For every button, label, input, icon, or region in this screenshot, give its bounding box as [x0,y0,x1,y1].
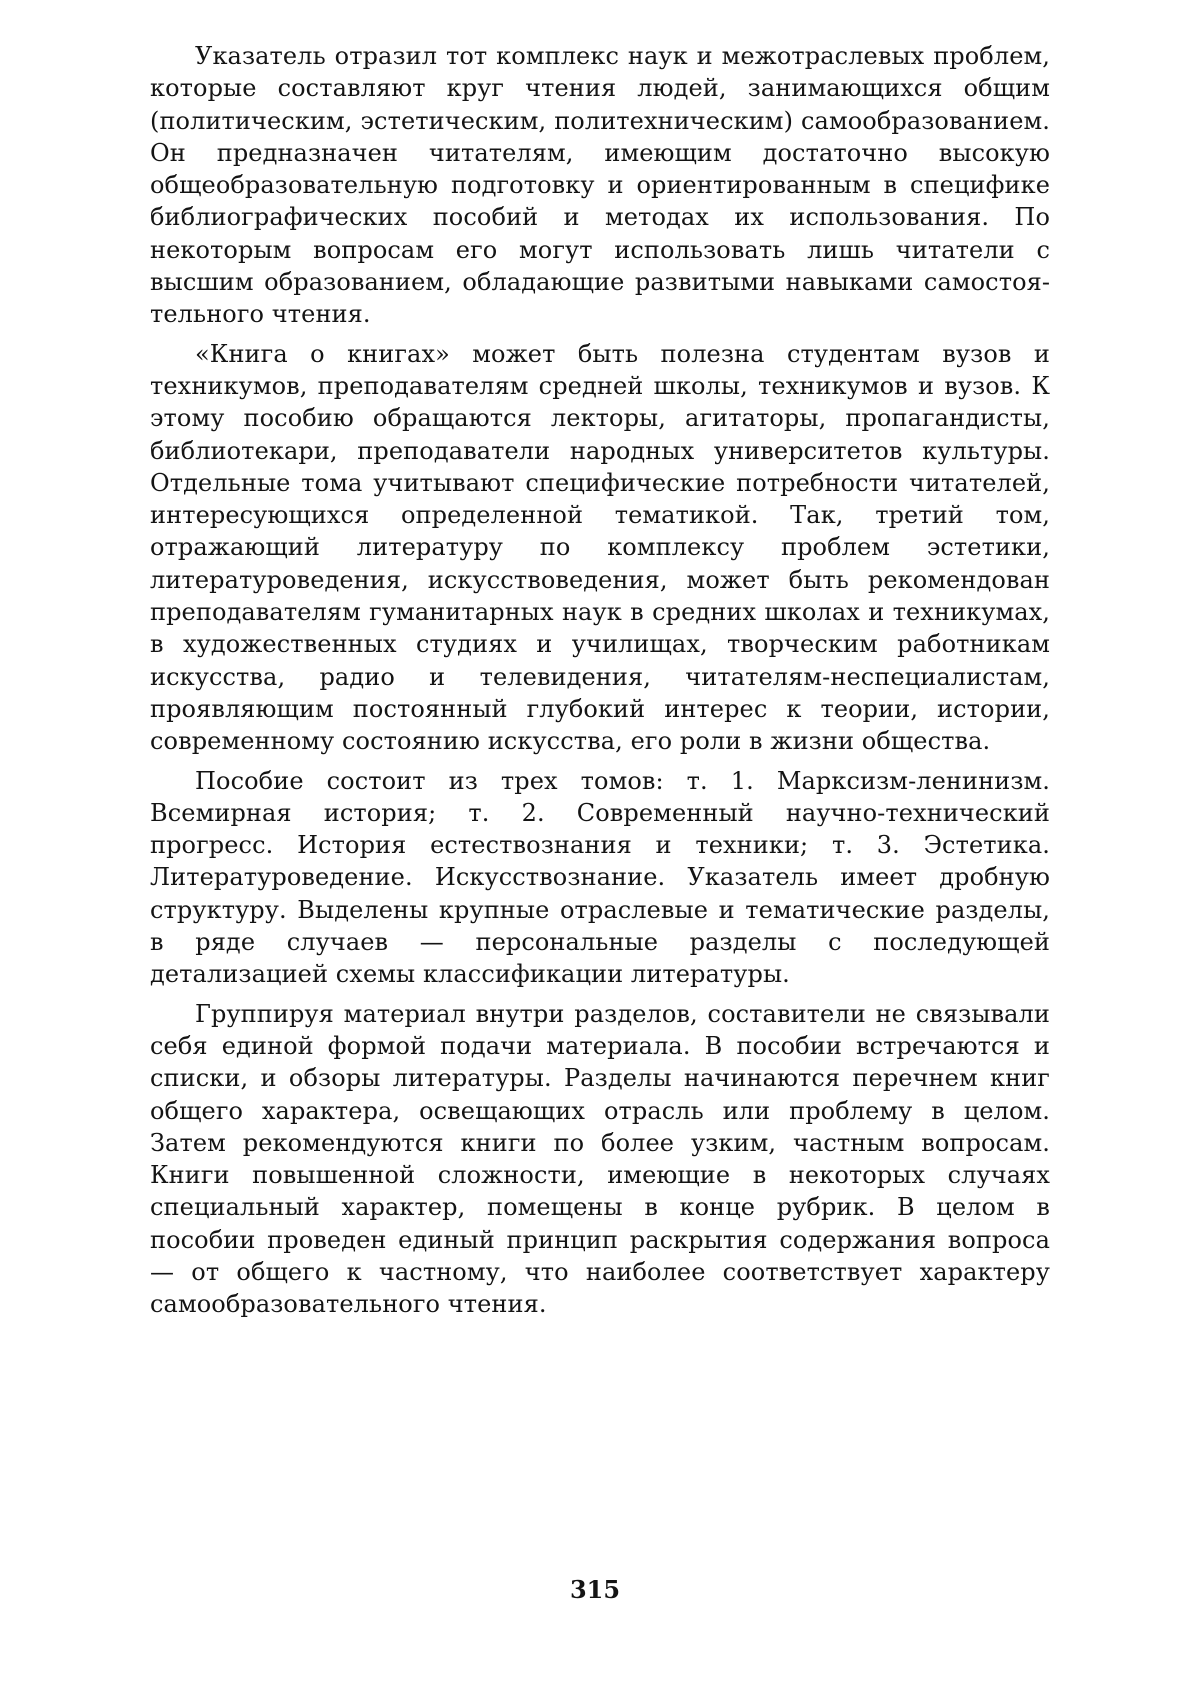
body-text [150,40,1050,1328]
page-number: 315 [569,1575,621,1604]
paragraph-1: Указатель отразил тот комплекс наук и межотраслевых проблем, которые составляют круг чтения людей, занимающихся общим (политическим, эстетическим, политехническим) самообразованием. Он предназначен читателям, имеющим достаточно высокую общеобразовательную подготовку и ориентированным в специфике библиографических пособий и методах их использования. По некоторым вопросам его могут использовать лишь читатели с высшим образованием, обладающие развитыми навыками самостоятельного чтения. [150,42,1050,329]
paragraph-2: «Книга о книгах» может быть полезна студентам вузов и техникумов, преподавателям средней школы, техникумов и вузов. К этому пособию обращаются лекторы, агитаторы, пропагандисты, библиотекари, преподаватели народных университетов культуры. Отдельные тома учитывают специфические потребности читателей, интересующихся определенной тематикой. Так, третий том, отражающий литературу по комплексу проблем эстетики, литературоведения, искусствоведения, может быть рекомендован преподавателям гуманитарных наук в средних школах и техникумах, в художественных студиях и училищах, творческим работникам искусства, радио и телевидения, читателям-неспециалистам, проявляющим постоянный глубокий интерес к теории, истории, современному состоянию искусства, его роли в жизни общества. [150,339,1050,756]
paragraph-3: Пособие состоит из трех томов: т. 1. Марксизм-ленинизм. Всемирная история; т. 2. Современный научно-технический прогресс. История естествознания и техники; т. 3. Эстетика. Литературоведение. Искусствознание. Указатель имеет дробную структуру. Выделены крупные отраслевые и тематические разделы, в ряде случаев — персональные разделы с последующей детализацией схемы классификации литературы. [150,766,1050,989]
paragraph-4: Группируя материал внутри разделов, составители не связывали себя единой формой подачи материала. В пособии встречаются и списки, и обзоры литературы. Разделы начинаются перечнем книг общего характера, освещающих отрасль или проблему в целом. Затем рекомендуются книги по более узким, частным вопросам. Книги повышенной сложности, имеющие в некоторых случаях специальный характер, помещены в конце рубрик. В целом в пособии проведен единый принцип раскрытия содержания вопроса — от общего к частному, что наиболее соответствует характеру самообразовательного чтения. [150,999,1050,1319]
